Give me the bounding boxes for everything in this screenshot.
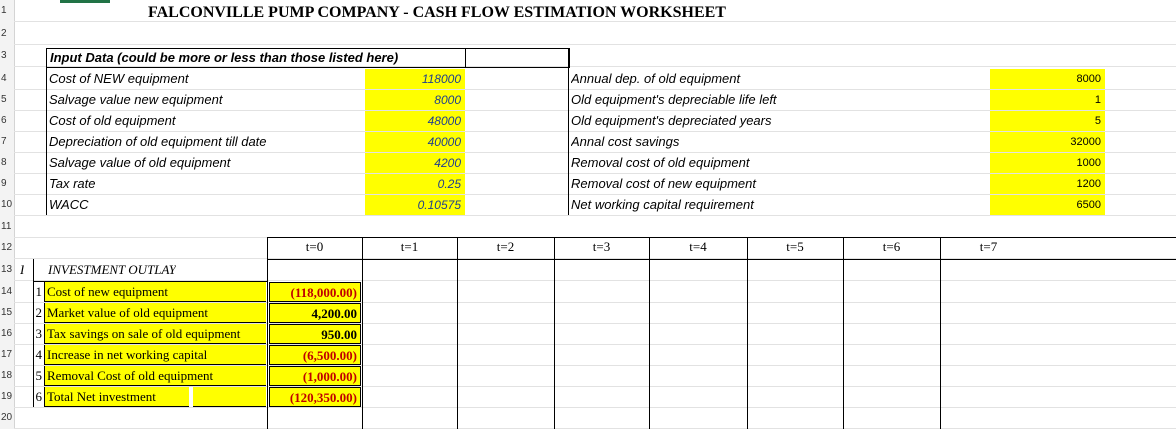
input-value-cell[interactable]: 8000 [365,90,465,110]
period-col-border [747,237,748,429]
period-header-bottom-border [267,259,1176,260]
outlay-item-number: 4 [35,347,42,362]
section-title: INVESTMENT OUTLAY [48,262,176,277]
input-label: Depreciation of old equipment till date [49,134,267,149]
row-number[interactable]: 1 [1,5,7,16]
section-roman: I [20,262,25,277]
input-label: WACC [49,197,89,212]
page-title: FALCONVILLE PUMP COMPANY - CASH FLOW ESTIMATION WORKSHEET [148,4,726,21]
input-label: Removal cost of new equipment [571,176,756,191]
row-gridline [14,215,1176,216]
period-col-border [362,237,363,429]
outlay-value-cell[interactable]: 4,200.00 [269,303,361,323]
outlay-item-label[interactable]: Removal Cost of old equipment [44,366,266,386]
row-gridline [14,44,1176,45]
outlay-item-label[interactable]: Tax savings on sale of old equipment [44,324,266,344]
row-number[interactable]: 20 [1,412,13,423]
total-row-highlight[interactable] [193,387,266,407]
row-number[interactable]: 17 [1,349,13,360]
input-value-cell[interactable]: 32000 [990,132,1105,152]
input-label: Net working capital requirement [571,197,754,212]
row-number[interactable]: 13 [1,264,13,275]
outlay-item-number: 2 [35,305,42,320]
period-header-7: t=7 [979,239,998,254]
period-col-border [940,237,941,429]
outlay-value-cell[interactable]: (6,500.00) [269,345,361,365]
row-number[interactable]: 11 [1,221,12,232]
input-value-cell[interactable]: 0.25 [365,174,465,194]
row-number[interactable]: 14 [1,286,13,297]
outlay-item-label[interactable]: Increase in net working capital [44,345,266,365]
outlay-value-cell[interactable]: (118,000.00) [269,282,361,302]
row-number[interactable]: 5 [1,94,7,105]
row-number[interactable]: 3 [1,50,7,61]
input-value-cell[interactable]: 0.10575 [365,195,465,215]
input-label: Old equipment's depreciated years [571,113,772,128]
row-gridline [14,407,1176,408]
outlay-value-cell[interactable]: (120,350.00) [269,387,361,407]
period-header-5: t=5 [786,239,804,254]
period-col-border [267,237,268,429]
selected-column-indicator [60,0,110,3]
input-label: Tax rate [49,176,96,191]
input-label: Annal cost savings [571,134,680,149]
input-value-cell[interactable]: 1 [990,90,1105,110]
period-col-border [649,237,650,429]
outlay-item-number: 5 [35,368,42,383]
period-header-6: t=6 [882,239,901,254]
input-value-cell[interactable]: 8000 [990,69,1105,89]
input-value-cell[interactable]: 1000 [990,153,1105,173]
row-number[interactable]: 12 [1,242,13,253]
input-label: Cost of NEW equipment [49,71,189,86]
outlay-item-number: 1 [35,284,42,299]
period-col-border [457,237,458,429]
row-number[interactable]: 15 [1,307,13,318]
input-label: Annual dep. of old equipment [571,71,741,86]
row-number[interactable]: 9 [1,178,7,189]
input-label: Old equipment's depreciable life left [571,92,777,107]
input-value-cell[interactable]: 6500 [990,195,1105,215]
input-value-cell[interactable]: 1200 [990,174,1105,194]
period-col-border [554,237,555,429]
outlay-left-border [33,259,34,407]
outlay-item-label[interactable]: Total Net investment [44,387,189,407]
row-number[interactable]: 10 [1,199,13,210]
row-number[interactable]: 19 [1,391,13,402]
input-box-left-border [46,68,47,215]
input-box-mid-border [568,48,569,215]
outlay-value-cell[interactable]: 950.00 [269,324,361,344]
outlay-item-number: 3 [35,326,42,341]
input-value-cell[interactable]: 118000 [365,69,465,89]
input-data-header[interactable]: Input Data (could be more or less than those listed here) [46,48,466,68]
row-number[interactable]: 8 [1,157,7,168]
period-header-2: t=2 [496,239,515,254]
period-header-0: t=0 [305,239,324,254]
input-value-cell[interactable]: 48000 [365,111,465,131]
row-number[interactable]: 6 [1,115,7,126]
input-header-empty-cell[interactable] [465,48,570,68]
input-label: Salvage value of old equipment [49,155,231,170]
outlay-item-label[interactable]: Cost of new equipment [44,282,266,302]
row-number[interactable]: 16 [1,328,13,339]
row-number[interactable]: 2 [1,28,7,39]
outlay-value-cell[interactable]: (1,000.00) [269,366,361,386]
period-header-1: t=1 [400,239,419,254]
row-number[interactable]: 4 [1,73,7,84]
input-label: Removal cost of old equipment [571,155,750,170]
period-col-border [843,237,844,429]
outlay-item-label[interactable]: Market value of old equipment [44,303,266,323]
input-value-cell[interactable]: 40000 [365,132,465,152]
row-number[interactable]: 18 [1,370,13,381]
input-label: Cost of old equipment [49,113,176,128]
row-header-strip [0,0,15,429]
period-header-4: t=4 [689,239,707,254]
input-label: Salvage value new equipment [49,92,223,107]
period-header-top-border [267,237,1176,238]
outlay-item-number: 6 [35,389,42,404]
input-value-cell[interactable]: 4200 [365,153,465,173]
input-value-cell[interactable]: 5 [990,111,1105,131]
period-header-3: t=3 [592,239,611,254]
row-number[interactable]: 7 [1,136,7,147]
